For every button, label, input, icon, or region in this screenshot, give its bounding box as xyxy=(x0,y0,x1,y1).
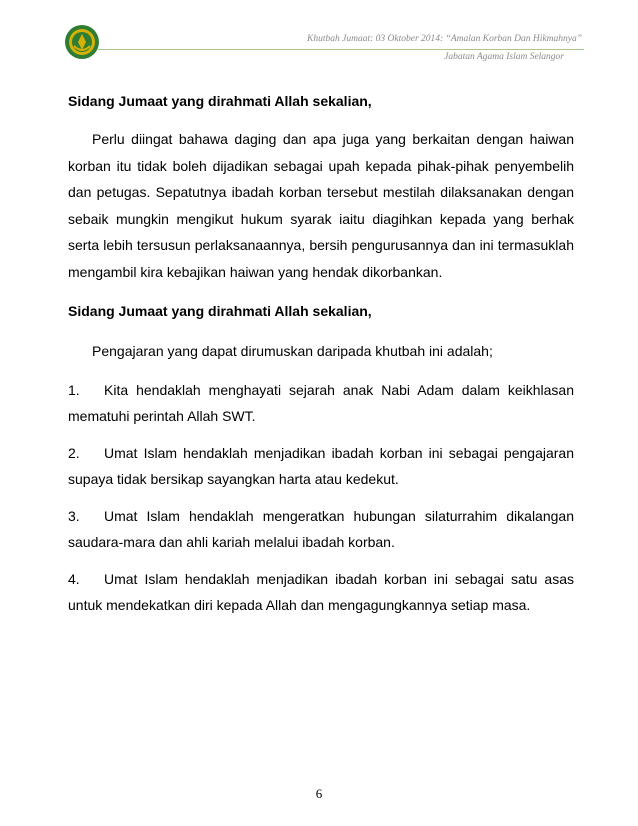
header-divider xyxy=(98,49,584,50)
section-heading-1: Sidang Jumaat yang dirahmati Allah sekalian, xyxy=(68,93,372,109)
list-item-number: 3. xyxy=(68,507,80,524)
list-item-3 xyxy=(68,503,574,556)
document-body xyxy=(68,88,574,619)
list-item-text: Kita hendaklah menghayati sejarah anak Nabi Adam dalam keikhlasan mematuhi perintah Allah SWT. xyxy=(68,381,574,424)
list-item-number: 4. xyxy=(68,570,80,587)
list-item-number: 2. xyxy=(68,444,80,461)
paragraph-2: Pengajaran yang dapat dirumuskan daripada khutbah ini adalah; xyxy=(92,343,493,359)
list-item-2 xyxy=(68,440,574,493)
section-heading-2: Sidang Jumaat yang dirahmati Allah sekalian, xyxy=(68,303,372,319)
paragraph-1: Perlu diingat bahawa daging dan apa juga yang berkaitan dengan haiwan korban itu tidak boleh dijadikan sebagai upah kepada pihak-pihak penyembelih dan petugas. Sepatutnya ibadah korban tersebut mestilah dilaksanakan dengan sebaik mungkin mengikut hukum syarak iaitu diagihkan kepada yang berhak serta lebih tersusun perlaksanaannya, bersih pengurusannya dan ini termasuklah mengambil kira kebajikan haiwan yang hendak dikorbankan. xyxy=(68,131,574,280)
list-item-1 xyxy=(68,377,574,430)
page-number: 6 xyxy=(315,786,323,801)
header-title: Khutbah Jumaat: 03 Oktober 2014: “Amalan Korban Dan Hikmahnya” xyxy=(307,34,582,44)
list-item-text: Umat Islam hendaklah mengeratkan hubungan silaturrahim dikalangan saudara-mara dan ahli kariah melalui ibadah korban. xyxy=(68,507,574,550)
header-subtitle: Jabatan Agama Islam Selangor xyxy=(444,52,564,62)
list-item-text: Umat Islam hendaklah menjadikan ibadah korban ini sebagai satu asas untuk mendekatkan diri kepada Allah dan mengagungkannya setiap masa. xyxy=(68,570,574,613)
jais-crest-icon xyxy=(64,24,100,60)
list-item-text: Umat Islam hendaklah menjadikan ibadah korban ini sebagai pengajaran supaya tidak bersikap sayangkan harta atau kedekut. xyxy=(68,444,574,487)
list-item-4 xyxy=(68,566,574,619)
list-item-number: 1. xyxy=(68,381,80,398)
